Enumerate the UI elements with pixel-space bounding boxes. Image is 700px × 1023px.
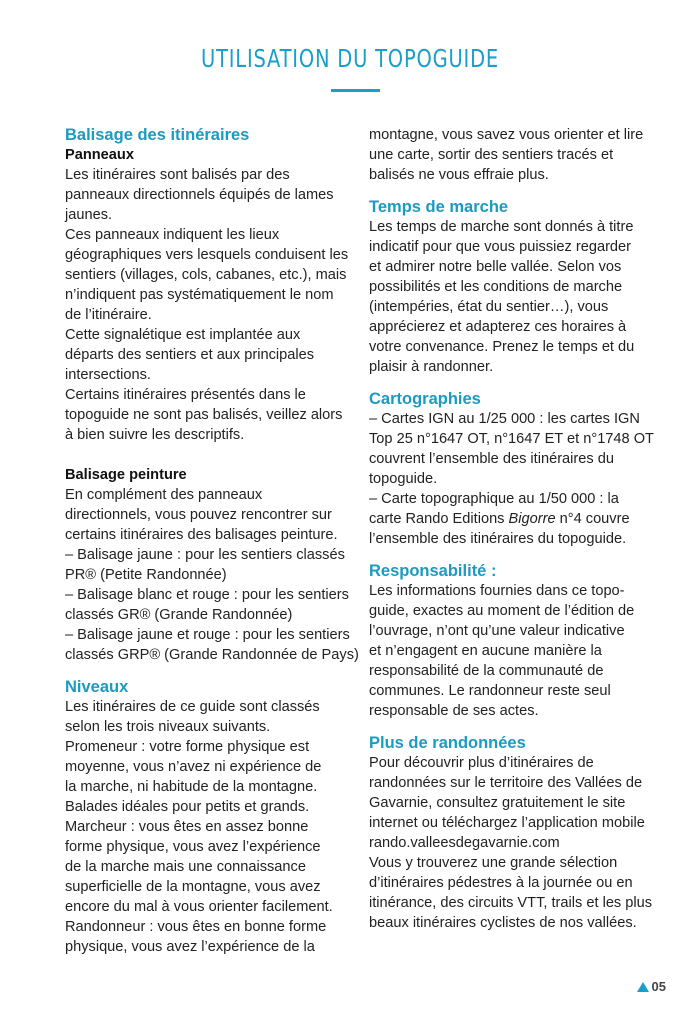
text-line: balisés ne vous effraie plus. <box>369 167 549 183</box>
text-line: la marche, ni habitude de la montagne. <box>65 779 318 795</box>
title-underline <box>331 89 380 92</box>
text-line: – Balisage jaune et rouge : pour les sentiers <box>65 627 350 643</box>
text-line: En complément des panneaux <box>65 487 263 503</box>
text-line: Gavarnie, consultez gratuitement le site <box>369 795 626 811</box>
text-line: Ces panneaux indiquent les lieux <box>65 227 280 243</box>
map-title-emphasis: Bigorre <box>508 511 556 527</box>
spacer <box>369 549 639 561</box>
subsection-heading: Panneaux <box>65 147 134 163</box>
triangle-icon <box>637 982 649 992</box>
text-line: Randonneur : vous êtes en bonne forme <box>65 919 327 935</box>
text-line: de l’itinéraire. <box>65 307 152 323</box>
text-line: (intempéries, état du sentier…), vous <box>369 299 609 315</box>
text-line: départs des sentiers et aux principales <box>65 347 315 363</box>
section-heading: Plus de randonnées <box>369 734 526 752</box>
text-line: montagne, vous savez vous orienter et lire <box>369 127 644 143</box>
text-line: Cette signalétique est implantée aux <box>65 327 301 343</box>
text-line: forme physique, vous avez l’expérience <box>65 839 321 855</box>
section-heading: Responsabilité : <box>369 562 497 580</box>
text-line: moyenne, vous n’avez ni expérience de <box>65 759 322 775</box>
text-line: classés GR® (Grande Randonnée) <box>65 607 293 623</box>
spacer <box>369 721 639 733</box>
subsection-heading: Balisage peinture <box>65 467 187 483</box>
text-line: une carte, sortir des sentiers tracés et <box>369 147 614 163</box>
text-line: internet ou téléchargez l’application mobile <box>369 815 645 831</box>
text-line: Certains itinéraires présentés dans le <box>65 387 306 403</box>
page-title: UTILISATION DU TOPOGUIDE <box>201 44 499 73</box>
text-line: Pour découvrir plus d’itinéraires de <box>369 755 594 771</box>
text-line: de la marche mais une connaissance <box>65 859 306 875</box>
section-heading: Cartographies <box>369 390 481 408</box>
text-line: et admirer notre belle vallée. Selon vos <box>369 259 622 275</box>
text-line: Balades idéales pour petits et grands. <box>65 799 310 815</box>
text-line: couvrent l’ensemble des itinéraires du <box>369 451 614 467</box>
text-line: itinérance, des circuits VTT, trails et les plus <box>369 895 653 911</box>
text-line: physique, vous avez l’expérience de la <box>65 939 315 955</box>
text-line: Promeneur : votre forme physique est <box>65 739 310 755</box>
text-line: n’indiquent pas systématiquement le nom <box>65 287 334 303</box>
text-line: Les itinéraires de ce guide sont classés <box>65 699 320 715</box>
text-line: communes. Le randonneur reste seul <box>369 683 611 699</box>
text-line: Marcheur : vous êtes en assez bonne <box>65 819 309 835</box>
text-line: Les temps de marche sont donnés à titre <box>369 219 634 235</box>
text-line: possibilités et les conditions de marche <box>369 279 623 295</box>
text-line: – Balisage blanc et rouge : pour les sentiers <box>65 587 349 603</box>
left-column <box>65 125 359 957</box>
text-line: l’ensemble des itinéraires du topoguide. <box>369 531 627 547</box>
text-line: guide, exactes au moment de l’édition de <box>369 603 635 619</box>
spacer <box>65 445 345 465</box>
text-line: topoguide ne sont pas balisés, veillez alors <box>65 407 343 423</box>
text-line: randonnées sur le territoire des Vallées de <box>369 775 643 791</box>
text-line: votre convenance. Prenez le temps et du <box>369 339 635 355</box>
text-line: beaux itinéraires cyclistes de nos vallées. <box>369 915 637 931</box>
text-line: – Cartes IGN au 1/25 000 : les cartes IGN <box>369 411 640 427</box>
text-line: Top 25 n°1647 OT, n°1647 ET et n°1748 OT <box>369 431 654 447</box>
text-line: rando.valleesdegavarnie.com <box>369 835 560 851</box>
text-line: intersections. <box>65 367 151 383</box>
text-line: plaisir à randonner. <box>369 359 494 375</box>
text-line: et n’engagent en aucune manière la <box>369 643 602 659</box>
spacer <box>65 665 345 677</box>
spacer <box>369 185 639 197</box>
text-line: directionnels, vous pouvez rencontrer sur <box>65 507 332 523</box>
text-line: Les informations fournies dans ce topo- <box>369 583 625 599</box>
text-line: – Balisage jaune : pour les sentiers classés <box>65 547 345 563</box>
section-heading: Temps de marche <box>369 198 509 216</box>
text-line: selon les trois niveaux suivants. <box>65 719 271 735</box>
text-line: jaunes. <box>65 207 113 223</box>
text-line: – Carte topographique au 1/50 000 : la <box>369 491 619 507</box>
text-line: classés GRP® (Grande Randonnée de Pays) <box>65 647 359 663</box>
text-line: responsable de ses actes. <box>369 703 539 719</box>
right-column <box>369 125 654 933</box>
text-line: Vous y trouverez une grande sélection <box>369 855 618 871</box>
page-number-label: 05 <box>651 979 666 994</box>
text-line: à bien suivre les descriptifs. <box>65 427 245 443</box>
text-line: d’itinéraires pédestres à la journée ou en <box>369 875 633 891</box>
text-line: encore du mal à vous orienter facilement. <box>65 899 333 915</box>
text-line: certains itinéraires des balisages peinture. <box>65 527 338 543</box>
text-line: géographiques vers lesquels conduisent les <box>65 247 349 263</box>
text-line: PR® (Petite Randonnée) <box>65 567 227 583</box>
text-line: apprécierez et adapterez ces horaires à <box>369 319 627 335</box>
page-number <box>637 979 666 994</box>
text-line: indicatif pour que vous puissiez regarder <box>369 239 632 255</box>
text-line: panneaux directionnels équipés de lames <box>65 187 334 203</box>
text-line: Les itinéraires sont balisés par des <box>65 167 290 183</box>
text-line: carte Rando Editions Bigorre n°4 couvre <box>369 511 630 527</box>
section-heading: Niveaux <box>65 678 129 696</box>
text-line: superficielle de la montagne, vous avez <box>65 879 321 895</box>
section-heading: Balisage des itinéraires <box>65 126 250 144</box>
text-line: sentiers (villages, cols, cabanes, etc.), mais <box>65 267 347 283</box>
text-line: responsabilité de la communauté de <box>369 663 604 679</box>
spacer <box>369 377 639 389</box>
text-line: topoguide. <box>369 471 438 487</box>
text-line: l’ouvrage, n’ont qu’une valeur indicative <box>369 623 625 639</box>
